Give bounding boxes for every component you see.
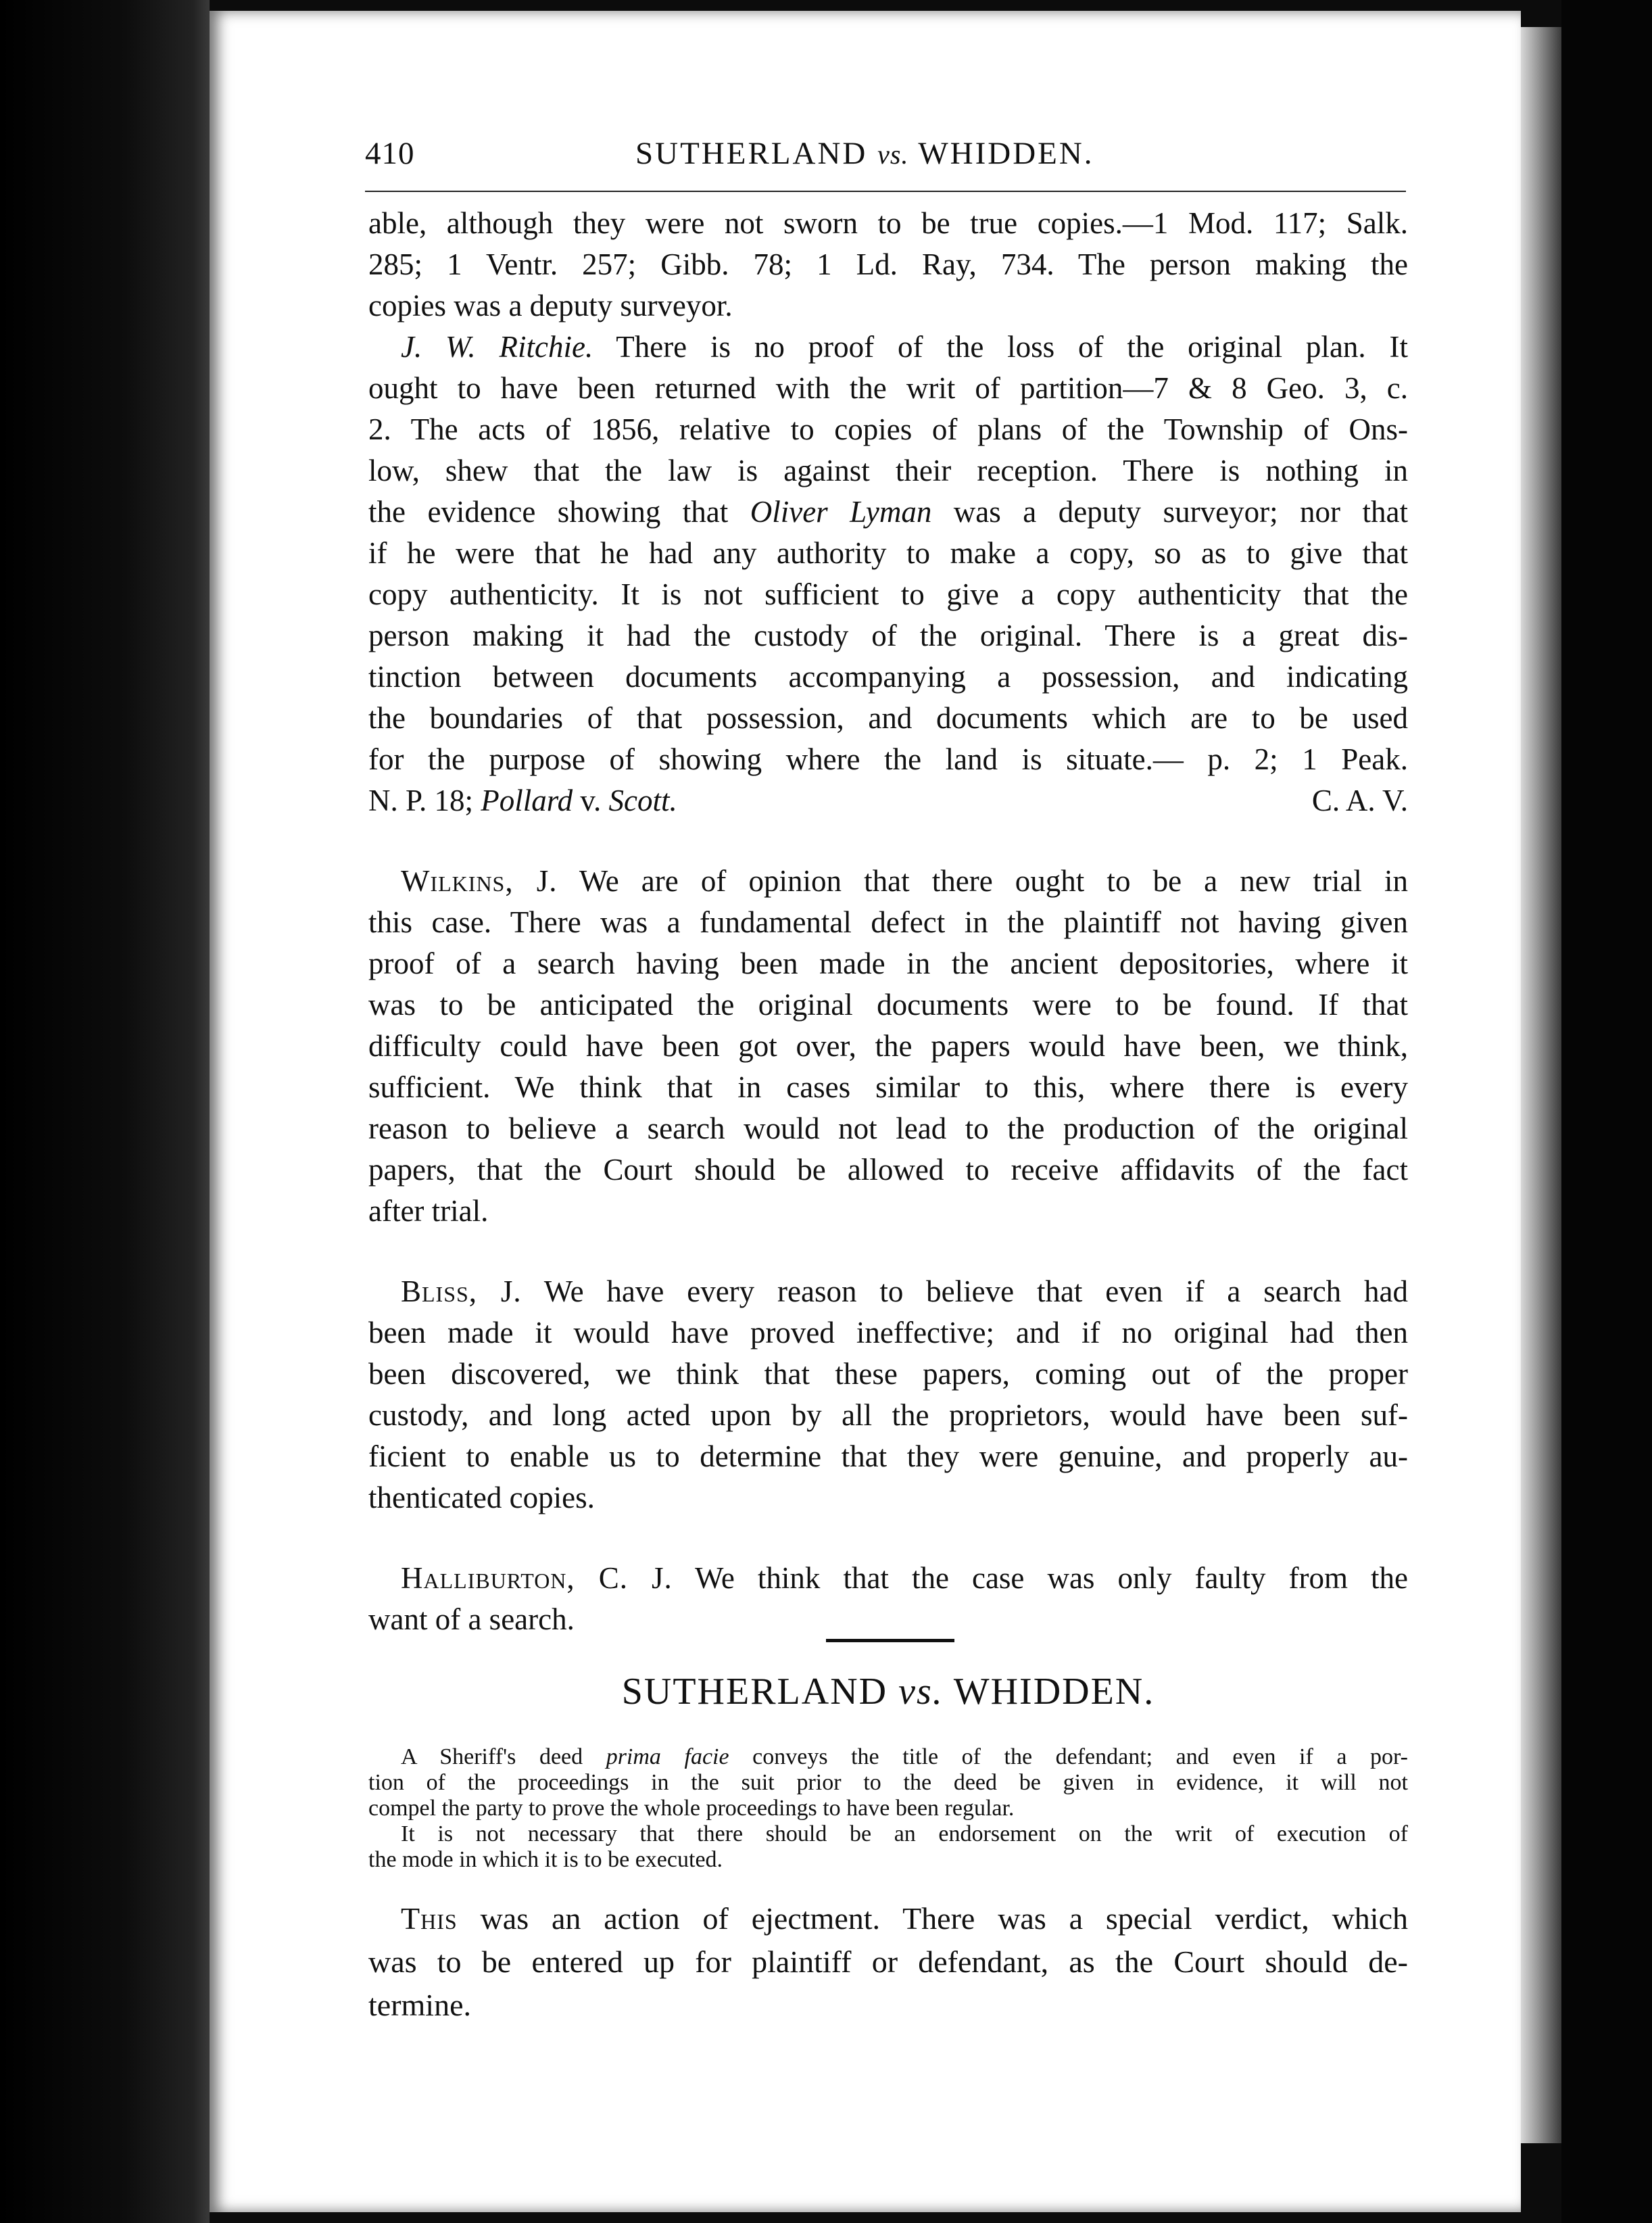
headnote-line: compel the party to prove the whole proceedings to have been regular. (368, 1796, 1015, 1821)
headnote-line: A Sheriff's deed prima facie conveys the title of the defendant; and even if a por- (401, 1744, 1408, 1769)
book-binding-edge (0, 0, 210, 2223)
text-line: low, shew that the law is against their reception. There is nothing in (368, 454, 1408, 487)
running-title: SUTHERLAND vs. WHIDDEN. (635, 136, 1094, 171)
text-line: person making it had the custody of the original. There is a great dis- (368, 619, 1408, 652)
case-divider-rule (826, 1639, 954, 1642)
judge-name: Wilkins, J. (401, 864, 558, 898)
text-line: ought to have been returned with the writ of partition—7 & 8 Geo. 3, c. (368, 371, 1408, 405)
judge-name: Halliburton, C. J. (401, 1561, 673, 1595)
header-rule (365, 191, 1406, 192)
text-line: able, although they were not sworn to be true copies.—1 Mod. 117; Salk. (368, 206, 1408, 240)
text-line: This was an action of ejectment. There was a special verdict, which (401, 1901, 1408, 1936)
counsel-name: J. W. Ritchie. (401, 330, 593, 364)
text-line: copies was a deputy surveyor. (368, 289, 733, 322)
case-title: SUTHERLAND vs. WHIDDEN. (621, 1671, 1155, 1713)
scan-background (1561, 0, 1652, 2223)
text-line: want of a search. (368, 1602, 575, 1636)
text-line: proof of a search having been made in the ancient depositories, where it (368, 947, 1408, 980)
text-line: been made it would have proved ineffective; and if no original had then (368, 1316, 1408, 1349)
text-line: copy authenticity. It is not sufficient to give a copy authenticity that the (368, 577, 1408, 611)
headnote-line: It is not necessary that there should be an endorsement on the writ of execution of (401, 1821, 1408, 1846)
running-head (365, 135, 1406, 189)
text-line: N. P. 18; Pollard v. Scott. C. A. V. (368, 780, 1408, 821)
text-line: sufficient. We think that in cases similar to this, where there is every (368, 1070, 1408, 1104)
text-line: custody, and long acted upon by all the proprietors, would have been suf- (368, 1398, 1408, 1432)
text-line: reason to believe a search would not lead to the production of the original (368, 1112, 1408, 1145)
text-line: if he were that he had any authority to make a copy, so as to give that (368, 536, 1408, 570)
text-line: Bliss, J. We have every reason to believe that even if a search had (401, 1274, 1408, 1308)
text-line: termine. (368, 1988, 471, 2022)
text-line: 2. The acts of 1856, relative to copies of plans of the Township of Ons- (368, 412, 1408, 446)
text-line: this case. There was a fundamental defect in the plaintiff not having given (368, 905, 1408, 939)
page-fore-edge (1521, 27, 1561, 2143)
text-line: Halliburton, C. J. We think that the case was only faulty from the (401, 1561, 1408, 1595)
text-line: for the purpose of showing where the land is situate.— p. 2; 1 Peak. (368, 742, 1408, 776)
text-line: been discovered, we think that these papers, coming out of the proper (368, 1357, 1408, 1391)
cur-adv-vult: C. A. V. (1311, 784, 1408, 817)
page-number: 410 (365, 136, 415, 171)
headnote-line: the mode in which it is to be executed. (368, 1847, 723, 1872)
text-line: thenticated copies. (368, 1481, 595, 1514)
text-line: the boundaries of that possession, and documents which are to be used (368, 701, 1408, 735)
headnote (368, 1744, 1408, 1873)
text-line: Wilkins, J. We are of opinion that there ought to be a new trial in (401, 864, 1408, 898)
text-line: was to be anticipated the original documents were to be found. If that (368, 988, 1408, 1022)
main-text (368, 203, 1408, 1640)
text-line: J. W. Ritchie. There is no proof of the loss of the original plan. It (401, 330, 1408, 364)
text-line: ficient to enable us to determine that they were genuine, and properly au- (368, 1439, 1408, 1473)
text-line: was to be entered up for plaintiff or defendant, as the Court should de- (368, 1944, 1408, 1979)
judge-name: Bliss, J. (401, 1274, 522, 1308)
text-line: after trial. (368, 1194, 489, 1228)
text-line: difficulty could have been got over, the papers would have been, we think, (368, 1029, 1408, 1063)
text-line: tinction between documents accompanying a possession, and indicating (368, 660, 1408, 694)
text-line: the evidence showing that Oliver Lyman was a deputy surveyor; nor that (368, 495, 1408, 529)
text-line: 285; 1 Ventr. 257; Gibb. 78; 1 Ld. Ray, 734. The person making the (368, 247, 1408, 281)
headnote-line: tion of the proceedings in the suit prior to the deed be given in evidence, it will not (368, 1770, 1408, 1795)
text-line: papers, that the Court should be allowed to receive affidavits of the fact (368, 1153, 1408, 1187)
case-body (368, 1897, 1408, 2027)
